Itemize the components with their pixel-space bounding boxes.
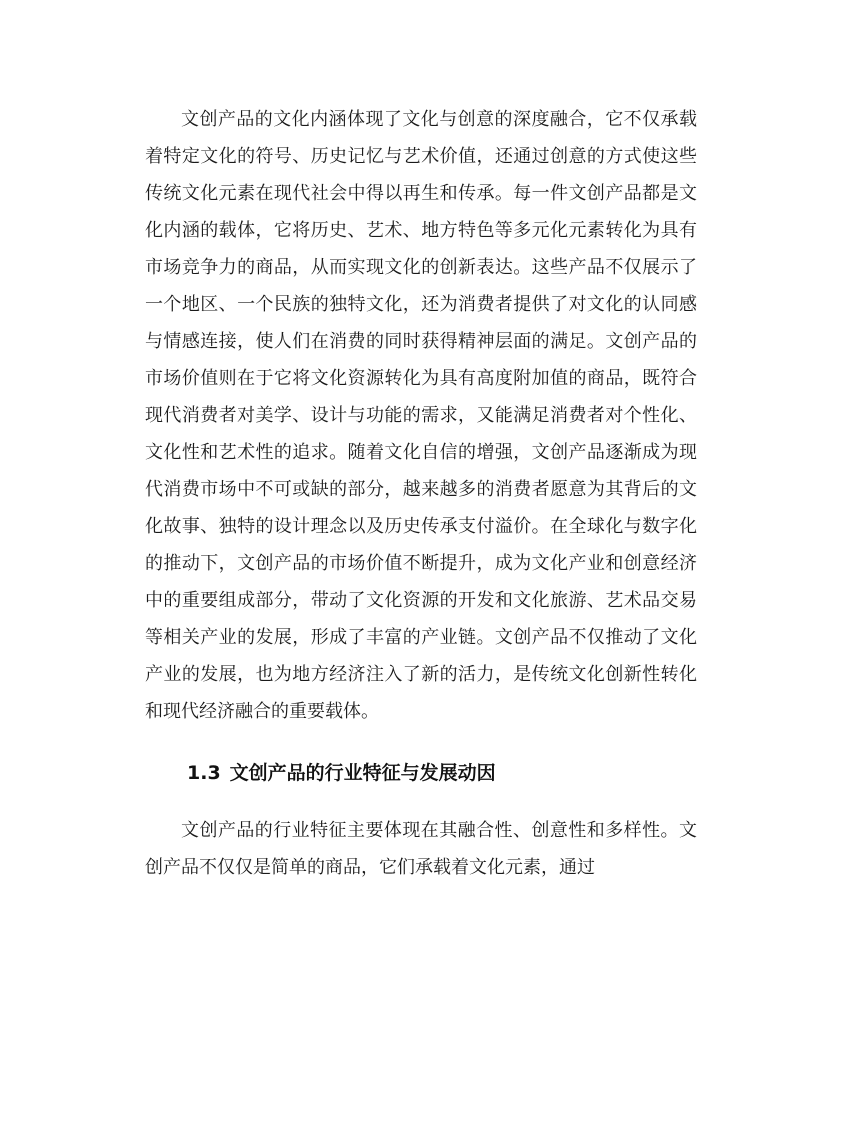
page-content [145,101,697,886]
body-paragraph: 文创产品的行业特征主要体现在其融合性、创意性和多样性。文创产品不仅仅是简单的商品，它们承载着文化元素，通过 [145,820,697,878]
section-title: 文创产品的行业特征与发展动因 [229,762,496,784]
section-number: 1.3 [187,762,221,784]
section-heading [145,758,697,788]
body-paragraph: 文创产品的文化内涵体现了文化与创意的深度融合，它不仅承载着特定文化的符号、历史记忆与艺术价值，还通过创意的方式使这些传统文化元素在现代社会中得以再生和传承。每一件文创产品都是文化内涵的载体，它将历史、艺术、地方特色等多元化元素转化为具有市场竞争力的商品，从而实现文化的创新表达。这些产品不仅展示了一个地区、一个民族的独特文化，还为消费者提供了对文化的认同感与情感连接，使人们在消费的同时获得精神层面的满足。文创产品的市场价值则在于它将文化资源转化为具有高度附加值的商品，既符合现代消费者对美学、设计与功能的需求，又能满足消费者对个性化、文化性和艺术性的追求。随着文化自信的增强，文创产品逐渐成为现代消费市场中不可或缺的部分，越来越多的消费者愿意为其背后的文化故事、独特的设计理念以及历史传承支付溢价。在全球化与数字化的推动下，文创产品的市场价值不断提升，成为文化产业和创意经济中的重要组成部分，带动了文化资源的开发和文化旅游、艺术品交易等相关产业的发展，形成了丰富的产业链。文创产品不仅推动了文化产业的发展，也为地方经济注入了新的活力，是传统文化创新性转化和现代经济融合的重要载体。 [145,109,697,722]
